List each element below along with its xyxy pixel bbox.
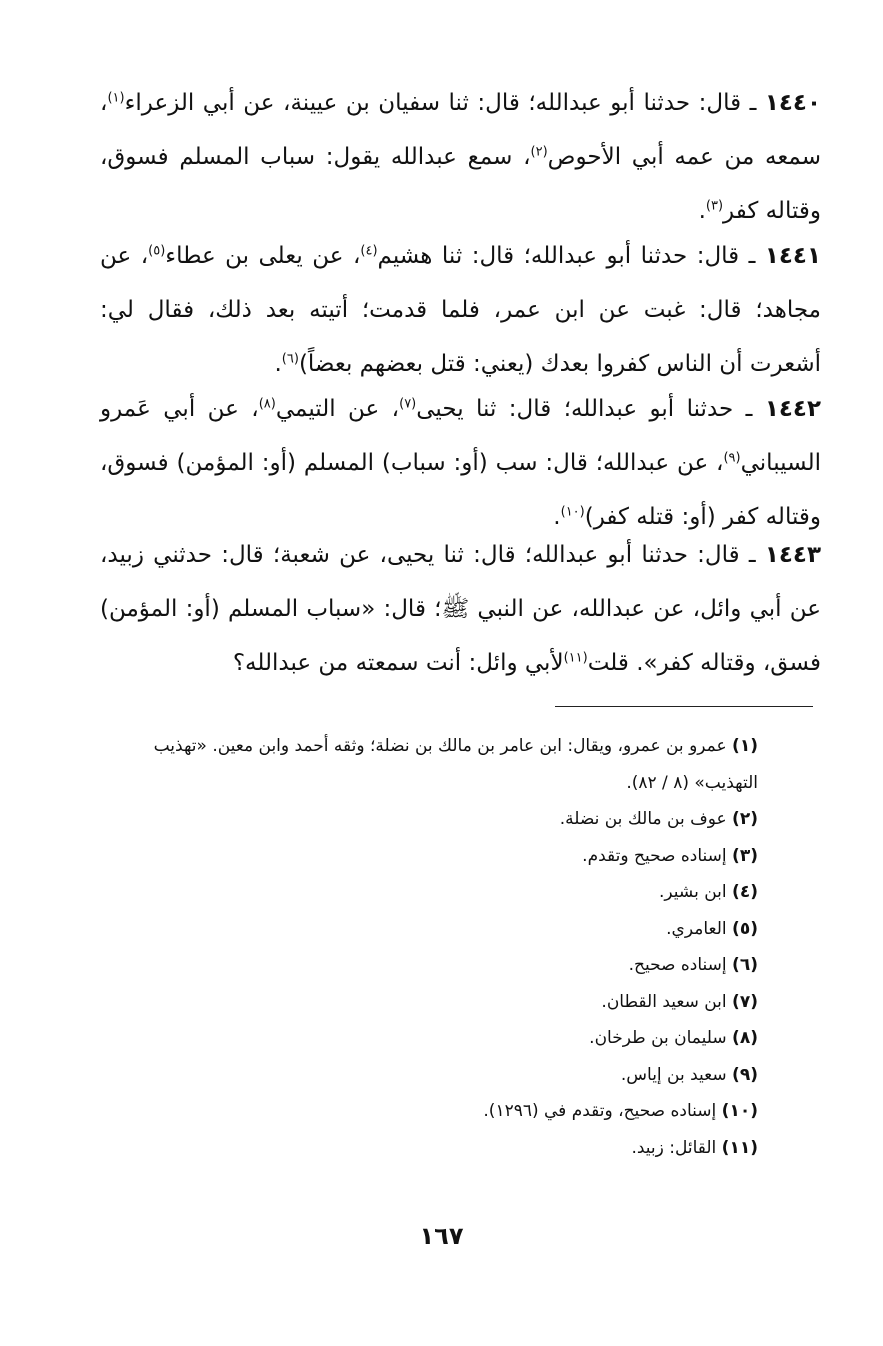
hadith-1440: ١٤٤٠ ـ قال: حدثنا أبو عبدالله؛ قال: ثنا سفيان بن عيينة، عن أبي الزعراء$^{(١)}$، سمعه من عمه أبي الأحوص$^{(٢)}$، سمع عبدالله يقول: سباب المسلم فسوق، وقتاله كفر$^{(٣)}$. — [100, 90, 821, 224]
footnote-ref: (٢) — [530, 144, 548, 160]
footnote-9: (٩) سعيد بن إياس. — [620, 1064, 758, 1085]
footnote-3: (٣) إسناده صحيح وتقدم. — [582, 845, 758, 866]
footnote-ref: (٤) — [360, 243, 378, 259]
footnote-ref: (٣) — [705, 198, 724, 214]
footnote-8: (٨) سليمان بن طرخان. — [589, 1028, 758, 1048]
hadith-number: ١٤٤٣ — [764, 542, 821, 568]
footnote-4: (٤) ابن بشير. — [659, 882, 758, 902]
footnote-ref: (٨) — [258, 396, 276, 412]
footnote-1: (١) عمرو بن عمرو، ويقال: ابن عامر بن مالك بن نضلة؛ وثقه أحمد وابن معين. «تهذيب التهذيب» (٨ / ٨٢). — [153, 736, 758, 793]
footnote-5: (٥) العامري. — [666, 918, 758, 939]
hadith-number: ١٤٤١ — [764, 243, 821, 269]
hadith-number: ١٤٤٠ — [764, 90, 821, 116]
footnotes — [100, 728, 758, 1166]
page-number: ١٦٧ — [419, 1222, 464, 1250]
footnote-10: (١٠) إسناده صحيح، وتقدم في (١٢٩٦). — [483, 1101, 758, 1121]
footnote-ref: (١) — [107, 90, 125, 106]
footnote-ref: (١٠) — [560, 504, 585, 520]
hadith-1442: ١٤٤٢ ـ حدثنا أبو عبدالله؛ قال: ثنا يحيى$^{(٧)}$، عن التيمي$^{(٨)}$، عن أبي عَمرو السيباني$^{(٩)}$، عن عبدالله؛ قال: سب (أو: سباب) المسلم (أو: المؤمن) فسوق، وقتاله كفر (أو: قتله كفر)$^{(١٠)}$. — [100, 396, 821, 530]
footnote-ref: (٧) — [399, 396, 417, 412]
footnote-7: (٧) ابن سعيد القطان. — [601, 991, 758, 1012]
footnote-separator — [555, 706, 813, 707]
footnote-ref: (٩) — [723, 450, 741, 466]
footnote-11: (١١) القائل: زبيد. — [631, 1137, 758, 1158]
hadith-number: ١٤٤٢ — [764, 396, 821, 422]
footnote-6: (٦) إسناده صحيح. — [628, 955, 758, 975]
footnote-2: (٢) عوف بن مالك بن نضلة. — [559, 809, 758, 829]
hadith-1441: ١٤٤١ ـ قال: حدثنا أبو عبدالله؛ قال: ثنا هشيم$^{(٤)}$، عن يعلى بن عطاء$^{(٥)}$، عن مجاهد؛ قال: غبت عن ابن عمر، فلما قدمت؛ أتيته بعد ذلك، فقال لي: أشعرت أن الناس كفروا بعدك (يعني: قتل بعضهم بعضاً)$^{(٦)}$. — [100, 243, 821, 377]
footnote-ref: (٥) — [148, 243, 166, 259]
footnote-ref: (١١) — [563, 650, 588, 666]
footnote-ref: (٦) — [281, 351, 299, 367]
hadith-1443: ١٤٤٣ ـ قال: حدثنا أبو عبدالله؛ قال: ثنا يحيى، عن شعبة؛ قال: حدثني زبيد، عن أبي وائل، عن عبدالله، عن النبي ﷺ؛ قال: «سباب المسلم (أو: المؤمن) فسق، وقتاله كفر». قلت$^{(١١)}$لأبي وائل: أنت سمعته من عبدالله؟ — [100, 542, 821, 676]
